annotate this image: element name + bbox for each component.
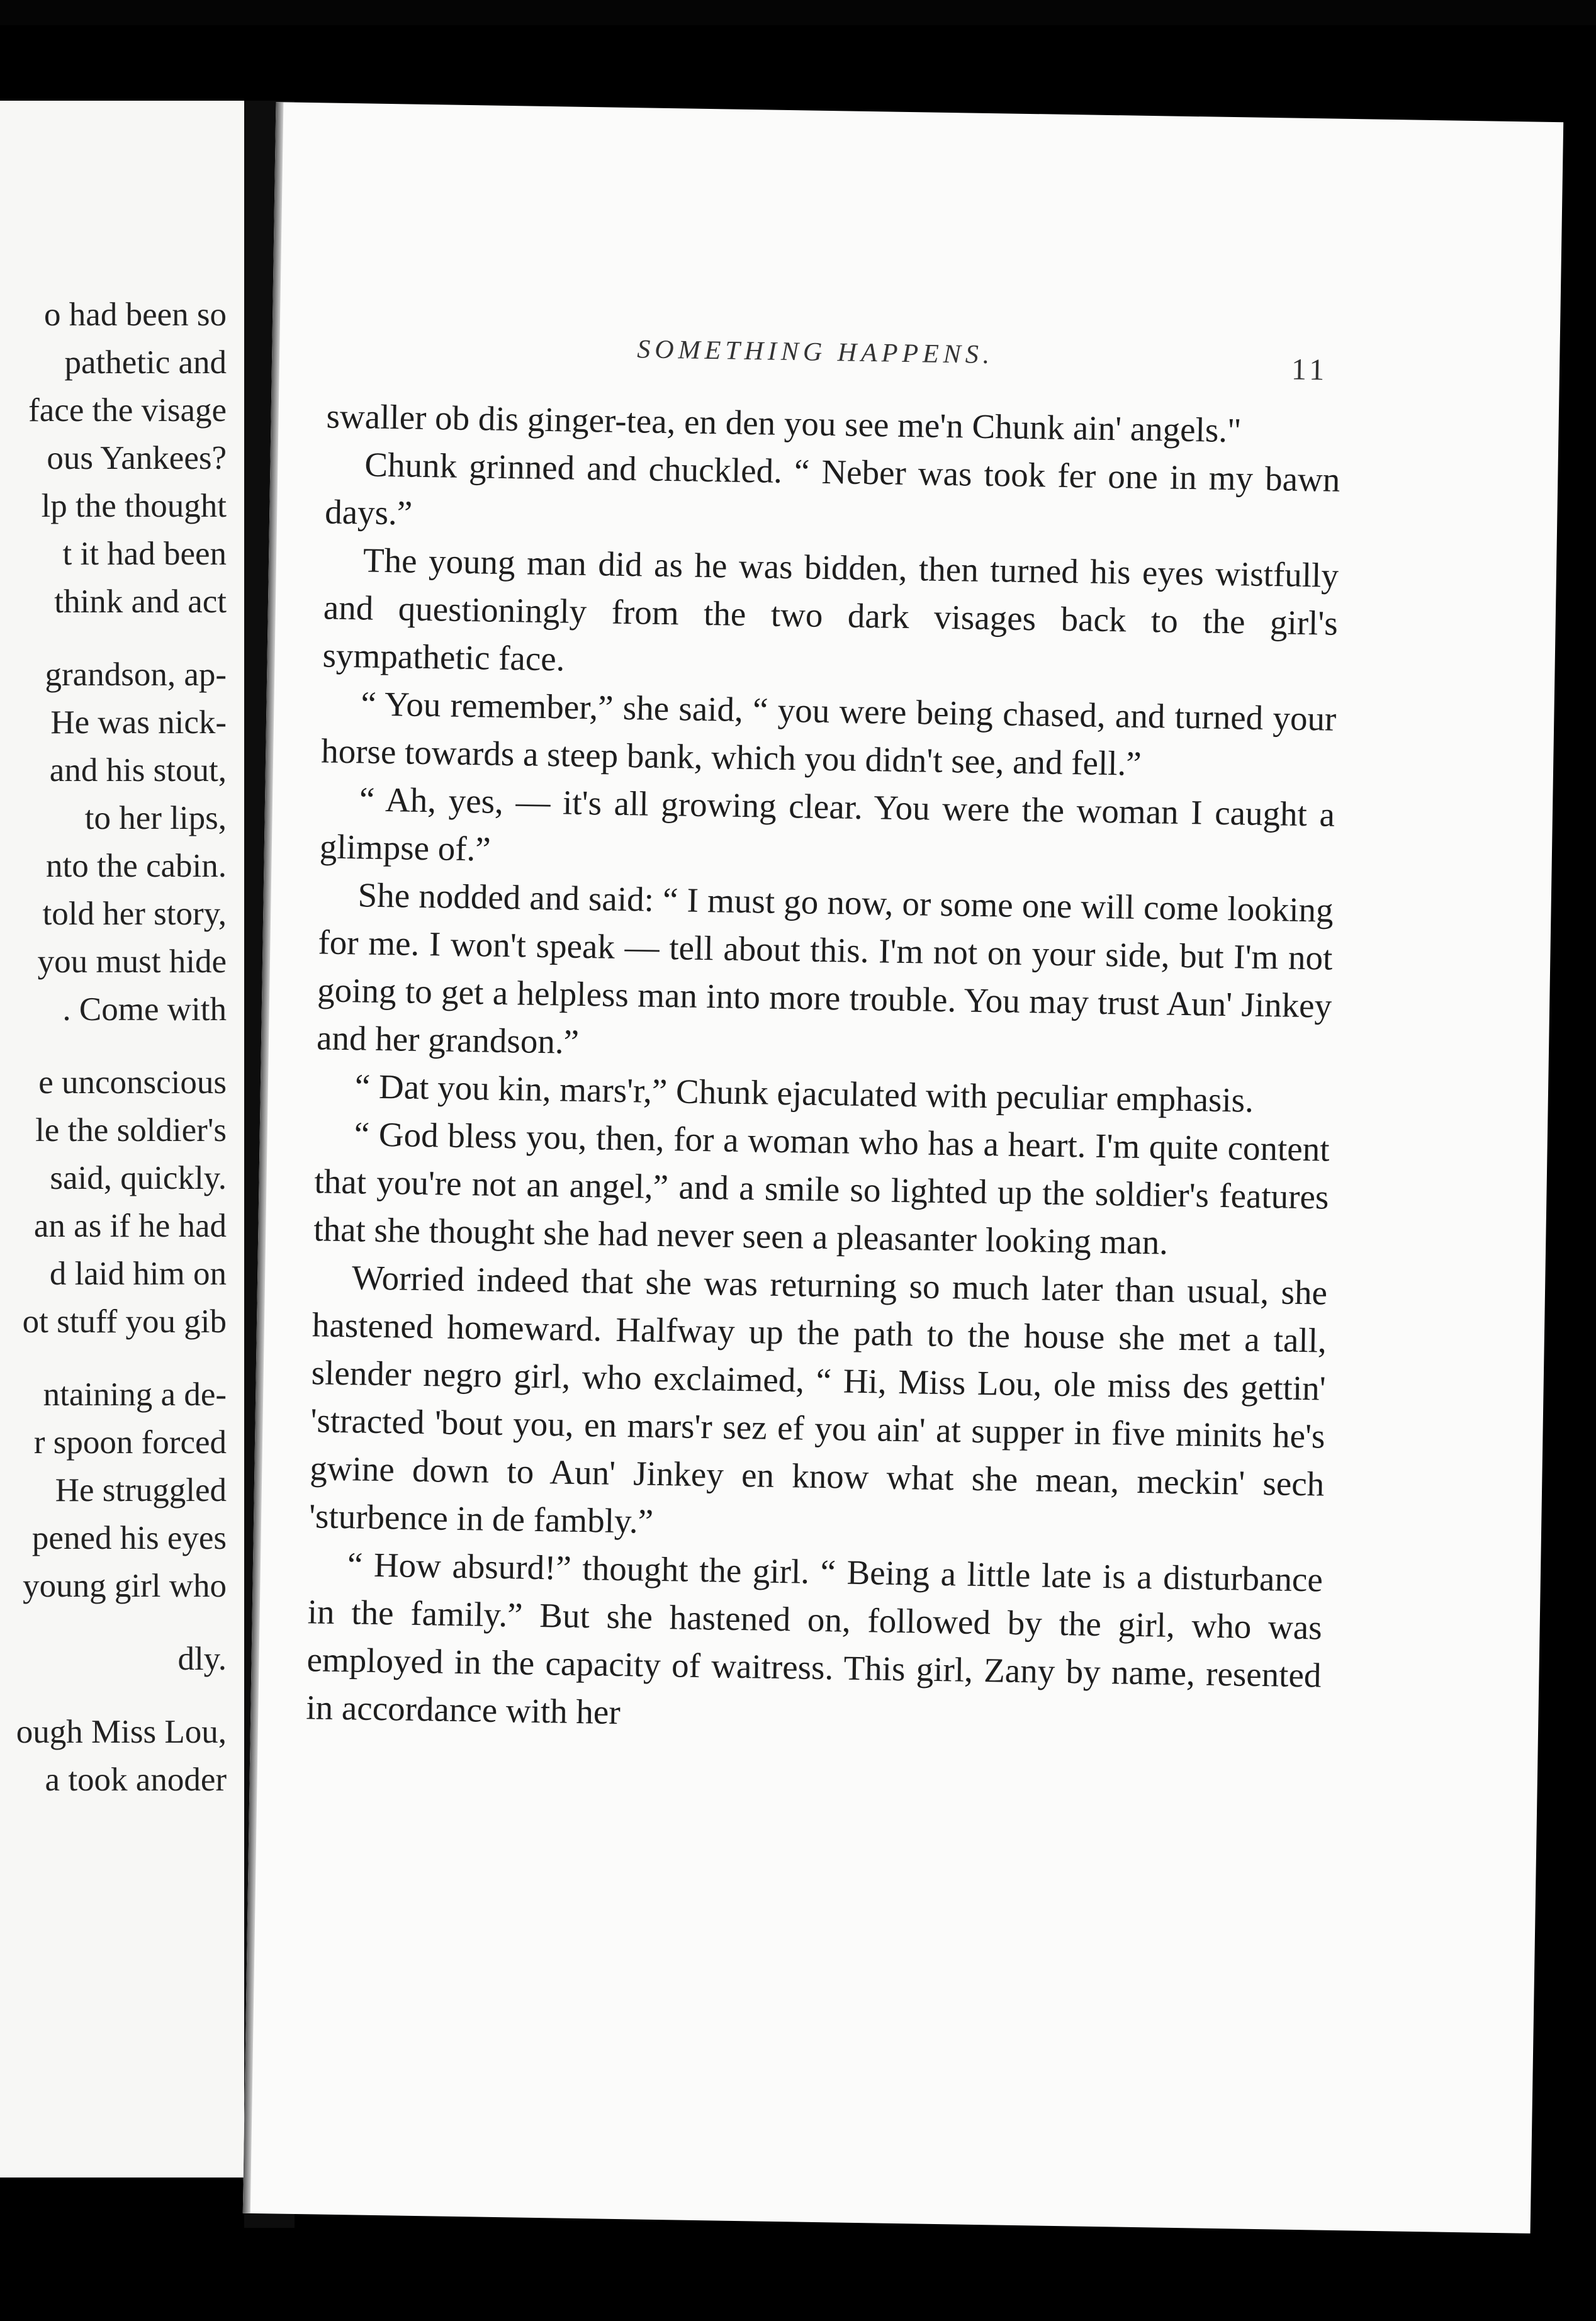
left-page-line: He was nick-: [50, 704, 227, 741]
paragraph: “ Dat you kin, mars'r,” Chunk ejaculated with peculiar emphasis.: [354, 1067, 1254, 1120]
left-page-line: ough Miss Lou,: [16, 1714, 227, 1750]
left-page-line: pened his eyes: [31, 1520, 227, 1556]
left-page-line: told her story,: [42, 896, 227, 932]
left-page-line: t it had been: [62, 536, 227, 572]
left-page-line: . Come with: [62, 991, 227, 1028]
left-page-line: He struggled: [55, 1472, 227, 1509]
running-head: SOMETHING HAPPENS.: [637, 335, 994, 370]
left-page-line: think and act: [54, 583, 227, 620]
page-number: 11: [1291, 352, 1329, 387]
left-page-line: d laid him on: [49, 1256, 227, 1292]
scan-border-top: [0, 0, 1596, 25]
paragraph: Chunk grinned and chuckled. “ Neber was took fer one in my bawn days.”: [324, 445, 1340, 532]
left-page-line: to her lips,: [84, 800, 227, 836]
left-page-line: and his stout,: [49, 752, 227, 789]
paragraph: “ God bless you, then, for a woman who has a heart. I'm quite content that you're not an angel,” and a smile so lighted up the soldier's features that she thought she had never seen a pleasanter looking man.: [313, 1115, 1330, 1262]
left-page-line: dly.: [177, 1641, 227, 1677]
left-page-line: le the soldier's: [35, 1112, 227, 1149]
left-page-line: ous Yankees?: [47, 440, 227, 476]
left-page-line: you must hide: [37, 943, 227, 980]
left-page: [0, 101, 248, 2178]
paragraph: “ How absurd!” thought the girl. “ Being a little late is a disturbance in the family.” But she hastened on, followed by the girl, who was employed in the capacity of waitress. This girl, Zany by name, resented in accordance with her: [305, 1545, 1323, 1732]
right-page: [243, 102, 1563, 2234]
left-page-line: r spoon forced: [33, 1424, 227, 1461]
paragraph: Worried indeed that she was returning so much later than usual, she hastened homeward. Halfway up the path to the house she met a tall, slender negro girl, who exclaimed, “ Hi, Miss Lou, ole miss des gettin' 'stracted 'bout you, en mars'r sez ef you ain' at supper in five minits he's gwine down to Aun' Jinkey en know what she mean, meckin' sech 'sturbence in de fambly.”: [308, 1258, 1328, 1541]
left-page-line: face the visage: [28, 392, 227, 429]
paragraph: “ Ah, yes, — it's all growing clear. You were the woman I caught a glimpse of.”: [319, 780, 1335, 868]
left-page-line: young girl who: [23, 1568, 227, 1604]
body-text: [306, 392, 1341, 1747]
paragraph: The young man did as he was bidden, then turned his eyes wistfully and questioningly from the two dark visages back to the girl's sympathetic face.: [322, 541, 1339, 678]
left-page-line: an as if he had: [33, 1208, 227, 1244]
left-page-line: lp the thought: [41, 488, 227, 524]
left-page-line: o had been so: [44, 296, 227, 333]
left-page-line: pathetic and: [64, 344, 227, 381]
left-page-line: grandson, ap-: [45, 656, 227, 693]
paragraph: “ You remember,” she said, “ you were being chased, and turned your horse towards a steep bank, which you didn't see, and fell.”: [320, 684, 1337, 783]
paragraph: She nodded and said: “ I must go now, or some one will come looking for me. I won't speak — tell about this. I'm not on your side, but I'm not going to get a helpless man into more trouble. You may trust Aun' Jinkey and her grandson.”: [316, 875, 1334, 1061]
left-page-line: ot stuff you gib: [22, 1303, 227, 1340]
left-page-line: e unconscious: [38, 1064, 227, 1101]
paragraph: swaller ob dis ginger-tea, en den you see me'n Chunk ain' angels.": [326, 396, 1242, 450]
left-page-line: nto the cabin.: [46, 848, 227, 884]
left-page-line: ntaining a de-: [43, 1376, 227, 1413]
left-page-line: a took anoder: [45, 1762, 227, 1798]
left-page-line: said, quickly.: [50, 1160, 227, 1196]
